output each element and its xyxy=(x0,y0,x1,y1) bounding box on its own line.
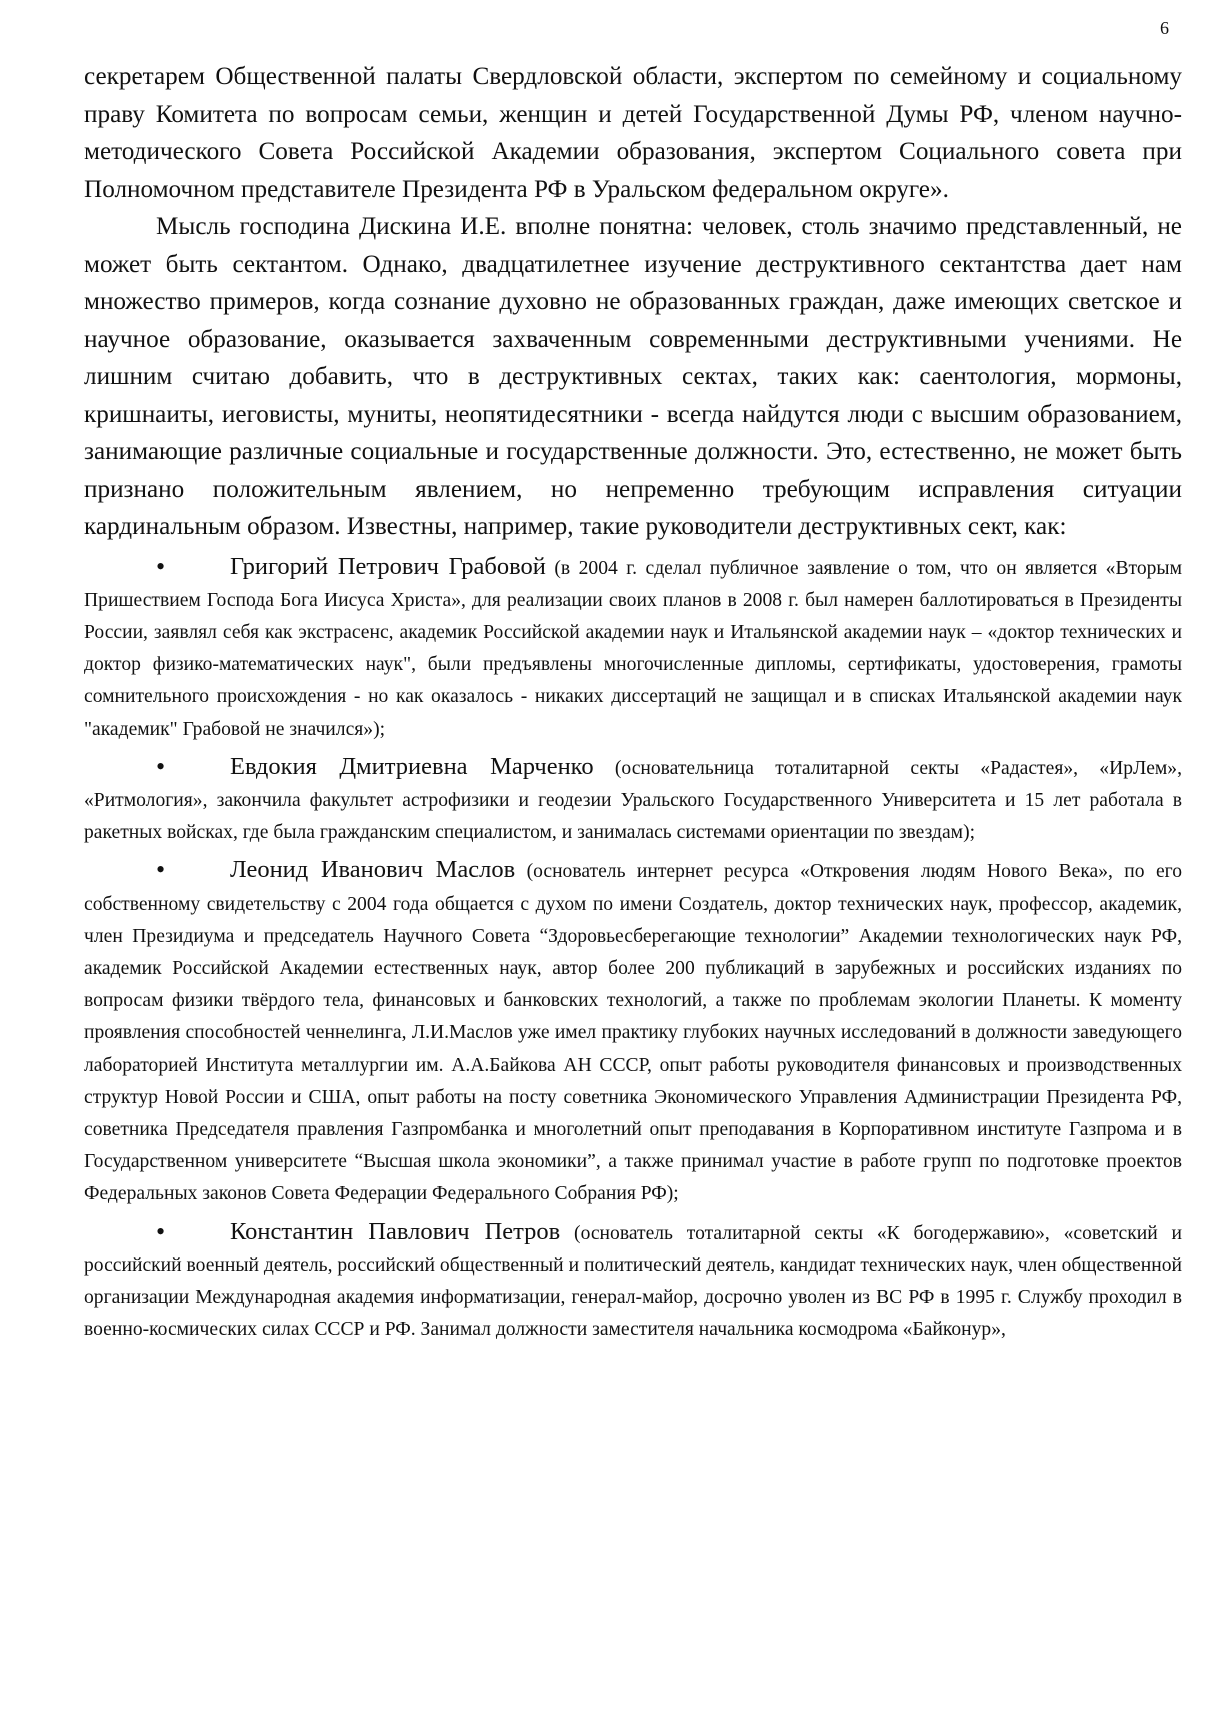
person-name: Леонид Иванович Маслов xyxy=(230,856,516,884)
list-item xyxy=(84,751,1182,850)
bullet-icon: • xyxy=(156,1216,166,1246)
person-name: Константин Павлович Петров xyxy=(230,1217,561,1245)
paragraph-intro: секретарем Общественной палаты Свердловской области, экспертом по семейному и социальному праву Комитета по вопросам семьи, женщин и детей Государственной Думы РФ, членом научно-методического Совета Российской Академии образования, экспертом Социального совета при Полномочном представителе Президента РФ в Уральском федеральном округе». xyxy=(84,63,1182,203)
page-number: 6 xyxy=(1160,18,1169,38)
list-item xyxy=(84,1216,1182,1347)
list-item xyxy=(84,854,1182,1210)
document-body xyxy=(84,58,1182,1346)
person-description: (основатель интернет ресурса «Откровения людям Нового Века», по его собственному свидетельству с 2004 года общается с духом по имени Создатель, доктор технических наук, профессор, академик, член Президиума и председатель Научного Совета “Здоровьесберегающие технологии” Академии технологических наук РФ, академик Российской Академии естественных наук, автор более 200 публикаций в зарубежных и российских изданиях по вопросам физики твёрдого тела, финансовых и банковских технологий, а также по проблемам экологии Планеты. К моменту проявления способностей ченнелинга, Л.И.Маслов уже имел практику глубоких научных исследований в должности заведующего лабораторией Института металлургии им. А.А.Байкова АН СССР, опыт работы руководителя финансовых и производственных структур Новой России и США, опыт работы на посту советника Экономического Управления Администрации Президента РФ, советника Председателя правления Газпромбанка и многолетний опыт преподавания в Корпоративном институте Газпрома и в Государственном университете “Высшая школа экономики”, а также принимал участие в работе групп по подготовке проектов Федеральных законов Совета Федерации Федерального Собрания РФ); xyxy=(84,861,1182,1205)
list-item xyxy=(84,551,1182,746)
person-description: (основатель тоталитарной секты «К богодержавию», «советский и российский военный деятель, российский общественный и политический деятель, кандидат технических наук, член общественной организации Международная академия информатизации, генерал-майор, досрочно уволен из ВС РФ в 1995 г. Службу проходил в военно-космических силах СССР и РФ. Занимал должности заместителя начальника космодрома «Байконур», xyxy=(84,1222,1182,1341)
bullet-icon: • xyxy=(156,855,166,885)
person-description: (в 2004 г. сделал публичное заявление о том, что он является «Вторым Пришествием Господа Бога Иисуса Христа», для реализации своих планов в 2008 г. был намерен баллотироваться в Президенты России, заявлял себя как экстрасенс, академик Российской академии наук и Итальянской академии наук – «доктор технических и доктор физико-математических наук", были предъявлены многочисленные дипломы, сертификаты, удостоверения, грамоты сомнительного происхождения - но как оказалось - никаких диссертаций не защищал и в списках Итальянской академии наук "академик" Грабовой не значился»); xyxy=(84,557,1182,740)
bullet-icon: • xyxy=(156,751,166,781)
person-description: (основательница тоталитарной секты «Радастея», «ИрЛем», «Ритмология», закончила факультет астрофизики и геодезии Уральского Государственного Университета и 15 лет работала в ракетных войсках, где была гражданским специалистом, и занималась системами ориентации по звездам); xyxy=(84,757,1182,844)
person-name: Григорий Петрович Грабовой xyxy=(230,552,546,580)
person-name: Евдокия Дмитриевна Марченко xyxy=(230,752,594,780)
paragraph-main: Мысль господина Дискина И.Е. вполне понятна: человек, столь значимо представленный, не может быть сектантом. Однако, двадцатилетнее изучение деструктивного сектантства дает нам множество примеров, когда сознание духовно не образованных граждан, даже имеющих светское и научное образование, оказывается захваченным современными деструктивными учениями. Не лишним считаю добавить, что в деструктивных сектах, таких как: саентология, мормоны, кришнаиты, иеговисты, муниты, неопятидесятники - всегда найдутся люди с высшим образованием, занимающие различные социальные и государственные должности. Это, естественно, не может быть признано положительным явлением, но непременно требующим исправления ситуации кардинальным образом. Известны, например, такие руководители деструктивных сект, как: xyxy=(84,213,1182,540)
bullet-icon: • xyxy=(156,551,166,581)
